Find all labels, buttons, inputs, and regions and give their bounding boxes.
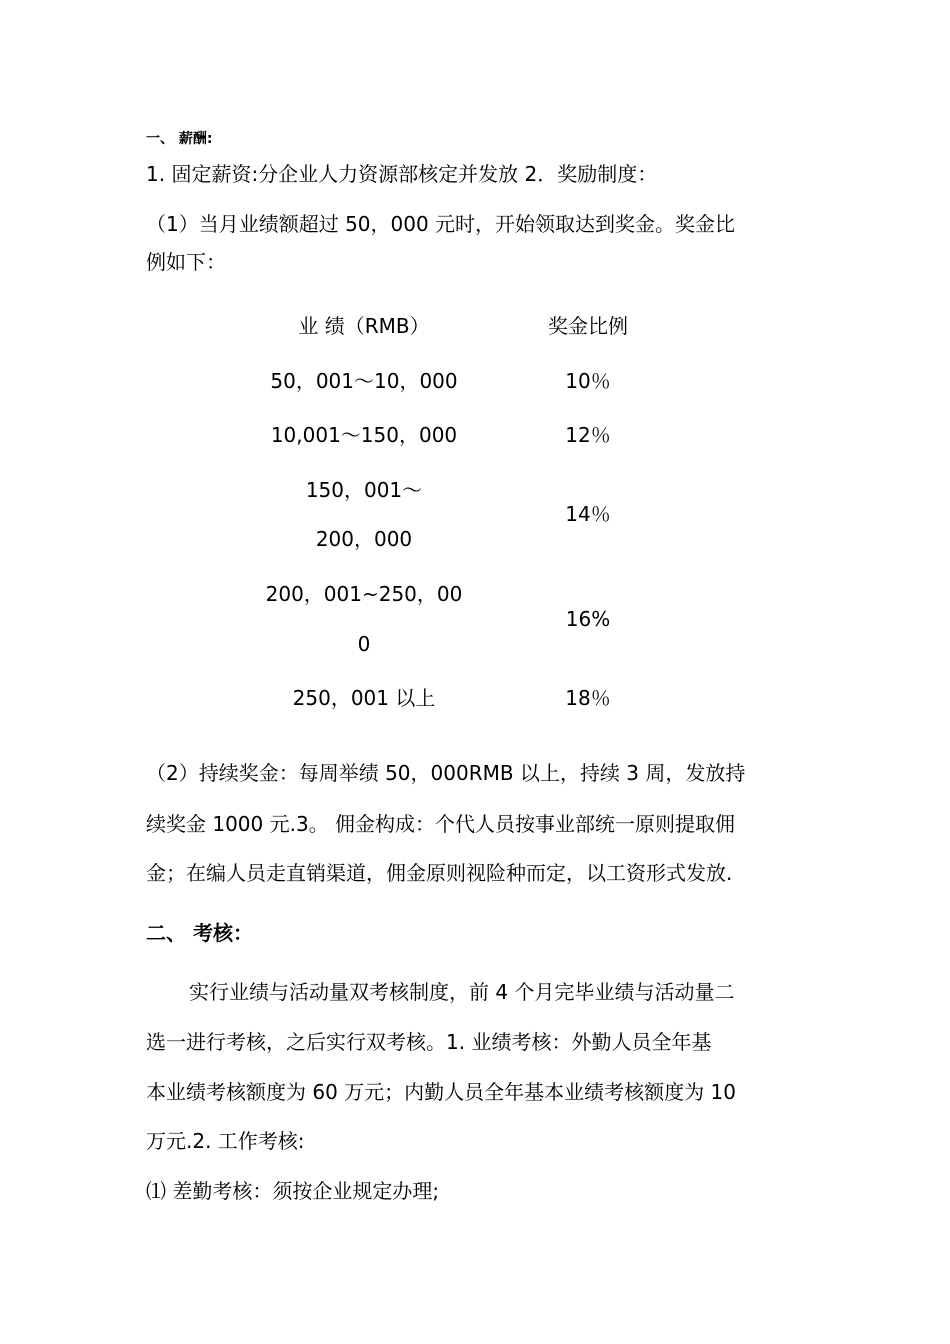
table-cell-range-cont: 0 bbox=[357, 632, 371, 656]
fixed-salary-line: 1. 固定薪资:分企业人力资源部核定并发放 2．奖励制度： bbox=[146, 162, 658, 186]
table-cell-rate: 14％ bbox=[565, 502, 611, 526]
table-header-performance: 业 绩（RMB） bbox=[298, 314, 430, 338]
section2-heading: 二、 考核： bbox=[146, 921, 253, 945]
table-cell-rate: 18％ bbox=[565, 686, 611, 710]
assessment-paragraph-line-3: 本业绩考核额度为 60 万元；内勤人员全年基本业绩考核额度为 10 bbox=[146, 1080, 736, 1104]
table-cell-range: 150，001～ bbox=[305, 478, 423, 502]
continuous-bonus-line-3: 金；在编人员走直销渠道，佣金原则视险种而定，以工资形式发放. bbox=[146, 861, 733, 885]
table-cell-range: 250，001 以上 bbox=[292, 686, 436, 710]
assessment-paragraph-line-4: 万元.2. 工作考核: bbox=[146, 1129, 305, 1153]
continuous-bonus-line: （2）持续奖金：每周举绩 50，000RMB 以上，持续 3 周，发放持 bbox=[146, 761, 746, 785]
section1-heading: 一、 薪酬: bbox=[146, 131, 213, 147]
attendance-assessment-line: ⑴ 差勤考核：须按企业规定办理; bbox=[146, 1179, 440, 1203]
bonus-threshold-line: （1）当月业绩额超过 50，000 元时，开始领取达到奖金。奖金比 bbox=[146, 212, 736, 236]
table-cell-range: 10,001～150，000 bbox=[270, 423, 458, 447]
table-cell-rate: 16% bbox=[565, 607, 611, 631]
table-header-bonus-ratio: 奖金比例 bbox=[548, 314, 628, 338]
table-cell-rate: 12％ bbox=[565, 423, 611, 447]
table-cell-range-cont: 200，000 bbox=[315, 527, 413, 551]
assessment-paragraph-line-1: 实行业绩与活动量双考核制度，前 4 个月完毕业绩与活动量二 bbox=[189, 980, 735, 1004]
assessment-paragraph-line-2: 选一进行考核，之后实行双考核。1. 业绩考核：外勤人员全年基 bbox=[146, 1030, 712, 1054]
table-cell-range: 50，001～10，000 bbox=[270, 369, 458, 393]
table-cell-range: 200，001~250，00 bbox=[265, 582, 463, 606]
bonus-threshold-line-cont: 例如下： bbox=[146, 250, 226, 274]
continuous-bonus-line-2: 续奖金 1000 元.3。 佣金构成：个代人员按事业部统一原则提取佣 bbox=[146, 812, 736, 836]
table-cell-rate: 10％ bbox=[565, 369, 611, 393]
